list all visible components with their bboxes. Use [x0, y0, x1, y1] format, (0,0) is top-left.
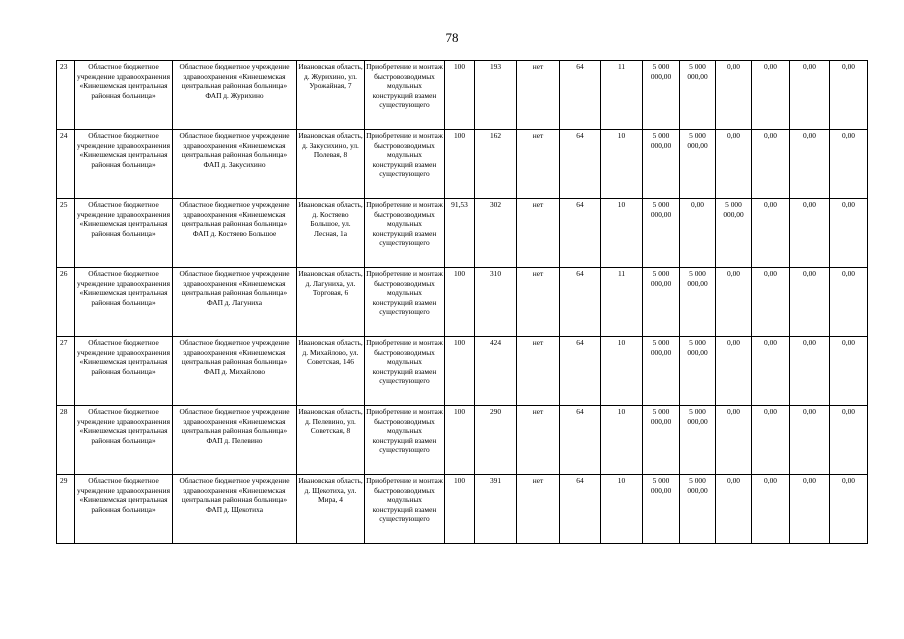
- value-cell-c11: 5 000 000,00: [680, 268, 716, 337]
- value-cell-c5: 100: [445, 130, 475, 199]
- value-cell-c13: 0,00: [752, 475, 790, 544]
- value-cell-c15: 0,00: [830, 406, 868, 475]
- value-cell-c9: 10: [601, 406, 643, 475]
- facility-cell: Областное бюджетное учреждение здравоохранения «Кинешемская центральная районная больница» ФАП д. Пелевино: [173, 406, 297, 475]
- value-cell-c8: 64: [560, 337, 601, 406]
- value-cell-c9: 11: [601, 268, 643, 337]
- address-cell: Ивановская область, д. Лагуниха, ул. Торговая, 6: [297, 268, 365, 337]
- value-cell-c14: 0,00: [790, 199, 830, 268]
- organization-cell: Областное бюджетное учреждение здравоохранения «Кинешемская центральная районная больница»: [75, 61, 173, 130]
- row-number-cell: 26: [57, 268, 75, 337]
- value-cell-c6: 302: [475, 199, 517, 268]
- value-cell-c13: 0,00: [752, 199, 790, 268]
- facility-cell: Областное бюджетное учреждение здравоохранения «Кинешемская центральная районная больница» ФАП д. Щекотиха: [173, 475, 297, 544]
- organization-cell: Областное бюджетное учреждение здравоохранения «Кинешемская центральная районная больница»: [75, 199, 173, 268]
- address-cell: Ивановская область, д. Журихино, ул. Урожайная, 7: [297, 61, 365, 130]
- value-cell-c9: 10: [601, 130, 643, 199]
- value-cell-c15: 0,00: [830, 475, 868, 544]
- row-number-cell: 27: [57, 337, 75, 406]
- value-cell-c9: 11: [601, 61, 643, 130]
- organization-cell: Областное бюджетное учреждение здравоохранения «Кинешемская центральная районная больница»: [75, 268, 173, 337]
- value-cell-c11: 5 000 000,00: [680, 475, 716, 544]
- value-cell-c15: 0,00: [830, 61, 868, 130]
- value-cell-c12: 0,00: [716, 475, 752, 544]
- row-number-cell: 24: [57, 130, 75, 199]
- value-cell-c15: 0,00: [830, 337, 868, 406]
- value-cell-c6: 424: [475, 337, 517, 406]
- value-cell-c8: 64: [560, 199, 601, 268]
- organization-cell: Областное бюджетное учреждение здравоохранения «Кинешемская центральная районная больница»: [75, 475, 173, 544]
- value-cell-c10: 5 000 000,00: [643, 337, 680, 406]
- value-cell-c13: 0,00: [752, 406, 790, 475]
- facility-cell: Областное бюджетное учреждение здравоохранения «Кинешемская центральная районная больница» ФАП д. Костяево Большое: [173, 199, 297, 268]
- value-cell-c6: 162: [475, 130, 517, 199]
- value-cell-c6: 193: [475, 61, 517, 130]
- value-cell-c13: 0,00: [752, 130, 790, 199]
- facility-cell: Областное бюджетное учреждение здравоохранения «Кинешемская центральная районная больница» ФАП д. Журихино: [173, 61, 297, 130]
- value-cell-c12: 0,00: [716, 406, 752, 475]
- facility-cell: Областное бюджетное учреждение здравоохранения «Кинешемская центральная районная больница» ФАП д. Закусихино: [173, 130, 297, 199]
- value-cell-c12: 0,00: [716, 130, 752, 199]
- value-cell-c7: нет: [517, 268, 560, 337]
- organization-cell: Областное бюджетное учреждение здравоохранения «Кинешемская центральная районная больница»: [75, 406, 173, 475]
- value-cell-c7: нет: [517, 130, 560, 199]
- table-row: [57, 268, 868, 337]
- value-cell-c7: нет: [517, 199, 560, 268]
- value-cell-c11: 0,00: [680, 199, 716, 268]
- facility-cell: Областное бюджетное учреждение здравоохранения «Кинешемская центральная районная больница» ФАП д. Лагуниха: [173, 268, 297, 337]
- value-cell-c8: 64: [560, 406, 601, 475]
- value-cell-c6: 290: [475, 406, 517, 475]
- row-number-cell: 29: [57, 475, 75, 544]
- value-cell-c14: 0,00: [790, 406, 830, 475]
- row-number-cell: 28: [57, 406, 75, 475]
- work-type-cell: Приобретение и монтаж быстровозводимых модульных конструкций взамен существующего: [365, 61, 445, 130]
- value-cell-c10: 5 000 000,00: [643, 406, 680, 475]
- value-cell-c12: 0,00: [716, 268, 752, 337]
- value-cell-c5: 91,53: [445, 199, 475, 268]
- value-cell-c11: 5 000 000,00: [680, 406, 716, 475]
- address-cell: Ивановская область, д. Пелевино, ул. Советская, 8: [297, 406, 365, 475]
- value-cell-c6: 310: [475, 268, 517, 337]
- table-row: [57, 337, 868, 406]
- address-cell: Ивановская область, д. Михайлово, ул. Советская, 146: [297, 337, 365, 406]
- value-cell-c10: 5 000 000,00: [643, 61, 680, 130]
- value-cell-c7: нет: [517, 406, 560, 475]
- value-cell-c14: 0,00: [790, 337, 830, 406]
- value-cell-c13: 0,00: [752, 61, 790, 130]
- value-cell-c7: нет: [517, 475, 560, 544]
- value-cell-c14: 0,00: [790, 130, 830, 199]
- organization-cell: Областное бюджетное учреждение здравоохранения «Кинешемская центральная районная больница»: [75, 337, 173, 406]
- value-cell-c14: 0,00: [790, 268, 830, 337]
- work-type-cell: Приобретение и монтаж быстровозводимых модульных конструкций взамен существующего: [365, 268, 445, 337]
- value-cell-c13: 0,00: [752, 337, 790, 406]
- value-cell-c5: 100: [445, 475, 475, 544]
- table-row: [57, 475, 868, 544]
- value-cell-c10: 5 000 000,00: [643, 199, 680, 268]
- work-type-cell: Приобретение и монтаж быстровозводимых модульных конструкций взамен существующего: [365, 337, 445, 406]
- table-row: [57, 130, 868, 199]
- value-cell-c15: 0,00: [830, 130, 868, 199]
- table-row: [57, 199, 868, 268]
- value-cell-c12: 0,00: [716, 61, 752, 130]
- value-cell-c5: 100: [445, 337, 475, 406]
- row-number-cell: 25: [57, 199, 75, 268]
- value-cell-c8: 64: [560, 130, 601, 199]
- work-type-cell: Приобретение и монтаж быстровозводимых модульных конструкций взамен существующего: [365, 199, 445, 268]
- value-cell-c8: 64: [560, 475, 601, 544]
- value-cell-c11: 5 000 000,00: [680, 61, 716, 130]
- table-row: [57, 406, 868, 475]
- value-cell-c7: нет: [517, 337, 560, 406]
- value-cell-c14: 0,00: [790, 475, 830, 544]
- value-cell-c8: 64: [560, 61, 601, 130]
- page-number: 78: [445, 30, 459, 45]
- table-row: [57, 61, 868, 130]
- value-cell-c9: 10: [601, 199, 643, 268]
- value-cell-c7: нет: [517, 61, 560, 130]
- facilities-table: [56, 60, 868, 544]
- value-cell-c15: 0,00: [830, 199, 868, 268]
- value-cell-c12: 5 000 000,00: [716, 199, 752, 268]
- address-cell: Ивановская область, д. Закусихино, ул. Полевая, 8: [297, 130, 365, 199]
- value-cell-c10: 5 000 000,00: [643, 268, 680, 337]
- work-type-cell: Приобретение и монтаж быстровозводимых модульных конструкций взамен существующего: [365, 475, 445, 544]
- address-cell: Ивановская область, д. Костяево Большое, ул. Лесная, 1а: [297, 199, 365, 268]
- value-cell-c15: 0,00: [830, 268, 868, 337]
- value-cell-c5: 100: [445, 406, 475, 475]
- work-type-cell: Приобретение и монтаж быстровозводимых модульных конструкций взамен существующего: [365, 406, 445, 475]
- value-cell-c13: 0,00: [752, 268, 790, 337]
- row-number-cell: 23: [57, 61, 75, 130]
- facility-cell: Областное бюджетное учреждение здравоохранения «Кинешемская центральная районная больница» ФАП д. Михайлово: [173, 337, 297, 406]
- value-cell-c10: 5 000 000,00: [643, 130, 680, 199]
- value-cell-c10: 5 000 000,00: [643, 475, 680, 544]
- value-cell-c8: 64: [560, 268, 601, 337]
- value-cell-c5: 100: [445, 268, 475, 337]
- value-cell-c5: 100: [445, 61, 475, 130]
- address-cell: Ивановская область, д. Щекотиха, ул. Мира, 4: [297, 475, 365, 544]
- value-cell-c14: 0,00: [790, 61, 830, 130]
- value-cell-c11: 5 000 000,00: [680, 130, 716, 199]
- value-cell-c9: 10: [601, 337, 643, 406]
- organization-cell: Областное бюджетное учреждение здравоохранения «Кинешемская центральная районная больница»: [75, 130, 173, 199]
- value-cell-c11: 5 000 000,00: [680, 337, 716, 406]
- value-cell-c6: 391: [475, 475, 517, 544]
- work-type-cell: Приобретение и монтаж быстровозводимых модульных конструкций взамен существующего: [365, 130, 445, 199]
- value-cell-c12: 0,00: [716, 337, 752, 406]
- value-cell-c9: 10: [601, 475, 643, 544]
